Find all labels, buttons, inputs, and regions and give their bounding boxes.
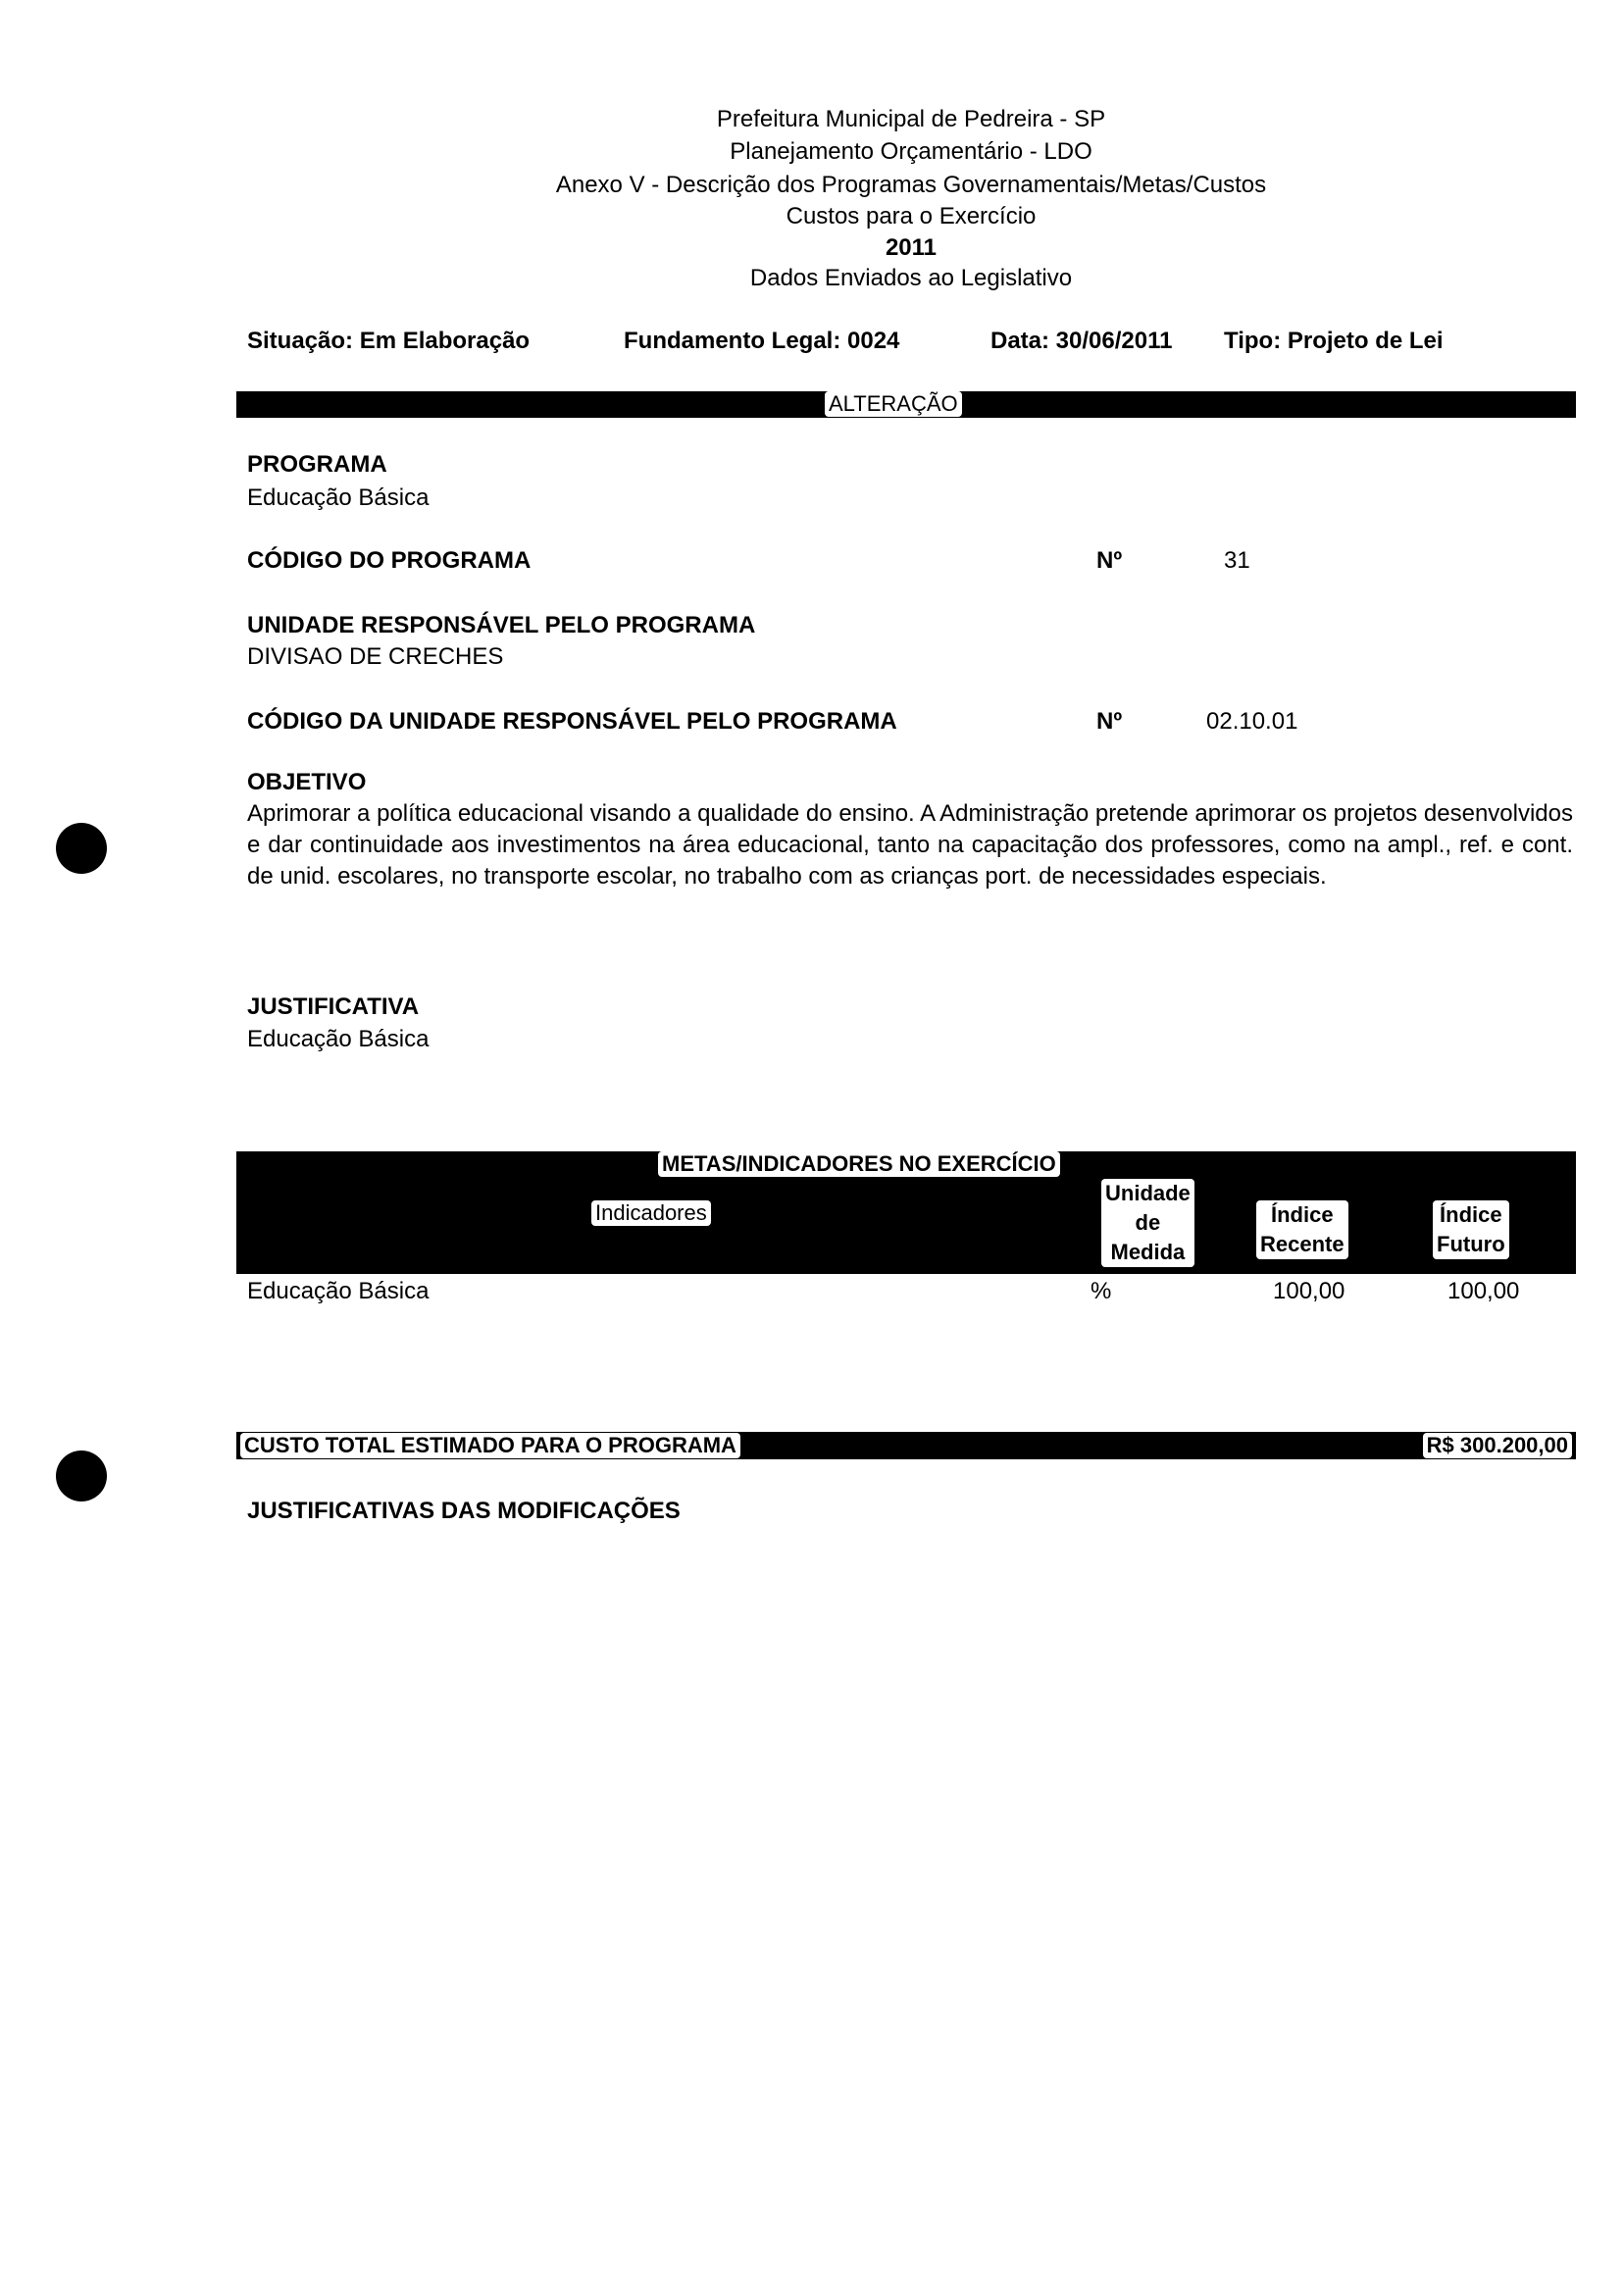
custo-value: R$ 300.200,00	[1423, 1433, 1572, 1458]
alteracao-label: ALTERAÇÃO	[825, 391, 962, 417]
header-line: Anexo V - Descrição dos Programas Governamentais/Metas/Custos	[555, 172, 1267, 198]
col-unidade-l1: Unidade	[1105, 1181, 1191, 1205]
col-futuro-l2: Futuro	[1437, 1232, 1505, 1256]
col-indicadores: Indicadores	[591, 1200, 711, 1226]
punch-hole	[56, 823, 107, 874]
fundamento-legal: Fundamento Legal: 0024	[624, 328, 900, 354]
objetivo-label: OBJETIVO	[247, 769, 367, 795]
punch-hole	[56, 1450, 107, 1501]
no-label: Nº	[1096, 547, 1123, 574]
justificativa-value: Educação Básica	[247, 1026, 430, 1052]
col-indice-recente	[1256, 1200, 1348, 1259]
row-indicador: Educação Básica	[247, 1278, 430, 1304]
row-unidade: %	[1091, 1278, 1112, 1304]
situacao: Situação: Em Elaboração	[247, 328, 531, 354]
codigo-programa-value: 31	[1224, 547, 1250, 574]
unidade-label: UNIDADE RESPONSÁVEL PELO PROGRAMA	[247, 612, 756, 638]
codigo-unidade-label: CÓDIGO DA UNIDADE RESPONSÁVEL PELO PROGRAMA	[247, 708, 897, 735]
col-unidade-l3: Medida	[1110, 1240, 1186, 1264]
col-unidade-l2: de	[1135, 1210, 1161, 1235]
header-line: Prefeitura Municipal de Pedreira - SP	[716, 106, 1106, 132]
col-recente-l2: Recente	[1260, 1232, 1345, 1256]
unidade-value: DIVISAO DE CRECHES	[247, 643, 504, 670]
col-futuro-l1: Índice	[1440, 1202, 1502, 1227]
alteracao-bar	[236, 391, 1576, 418]
custo-label: CUSTO TOTAL ESTIMADO PARA O PROGRAMA	[240, 1433, 740, 1458]
justificativas-modificacoes-label: JUSTIFICATIVAS DAS MODIFICAÇÕES	[247, 1498, 681, 1524]
row-recente: 100,00	[1273, 1278, 1345, 1304]
header-line: Planejamento Orçamentário - LDO	[730, 138, 1092, 165]
no-label: Nº	[1096, 708, 1123, 735]
objetivo-text: Aprimorar a política educacional visando a qualidade do ensino. A Administração pretende aprimorar os projetos desenvolvidos e dar continuidade aos investimentos na área educacional, tanto na capacitação dos professores, como na ampl., ref. e cont. de unid. escolares, no transporte escolar, no trabalho com as crianças port. de necessidades especiais.	[247, 800, 1573, 890]
header-year: 2011	[885, 234, 938, 261]
data: Data: 30/06/2011	[990, 328, 1173, 354]
codigo-programa-label: CÓDIGO DO PROGRAMA	[247, 547, 532, 574]
header-line: Dados Enviados ao Legislativo	[749, 265, 1073, 291]
codigo-unidade-value: 02.10.01	[1206, 708, 1298, 735]
header-line: Custos para o Exercício	[786, 203, 1037, 229]
tipo: Tipo: Projeto de Lei	[1224, 328, 1444, 354]
metas-header	[236, 1151, 1576, 1274]
custo-bar	[236, 1432, 1576, 1459]
col-recente-l1: Índice	[1271, 1202, 1334, 1227]
metas-title: METAS/INDICADORES NO EXERCÍCIO	[658, 1151, 1060, 1177]
col-unidade	[1101, 1179, 1194, 1267]
col-indice-futuro	[1433, 1200, 1509, 1259]
justificativa-label: JUSTIFICATIVA	[247, 993, 420, 1020]
programa-value: Educação Básica	[247, 484, 430, 511]
programa-label: PROGRAMA	[247, 451, 387, 478]
row-futuro: 100,00	[1447, 1278, 1520, 1304]
